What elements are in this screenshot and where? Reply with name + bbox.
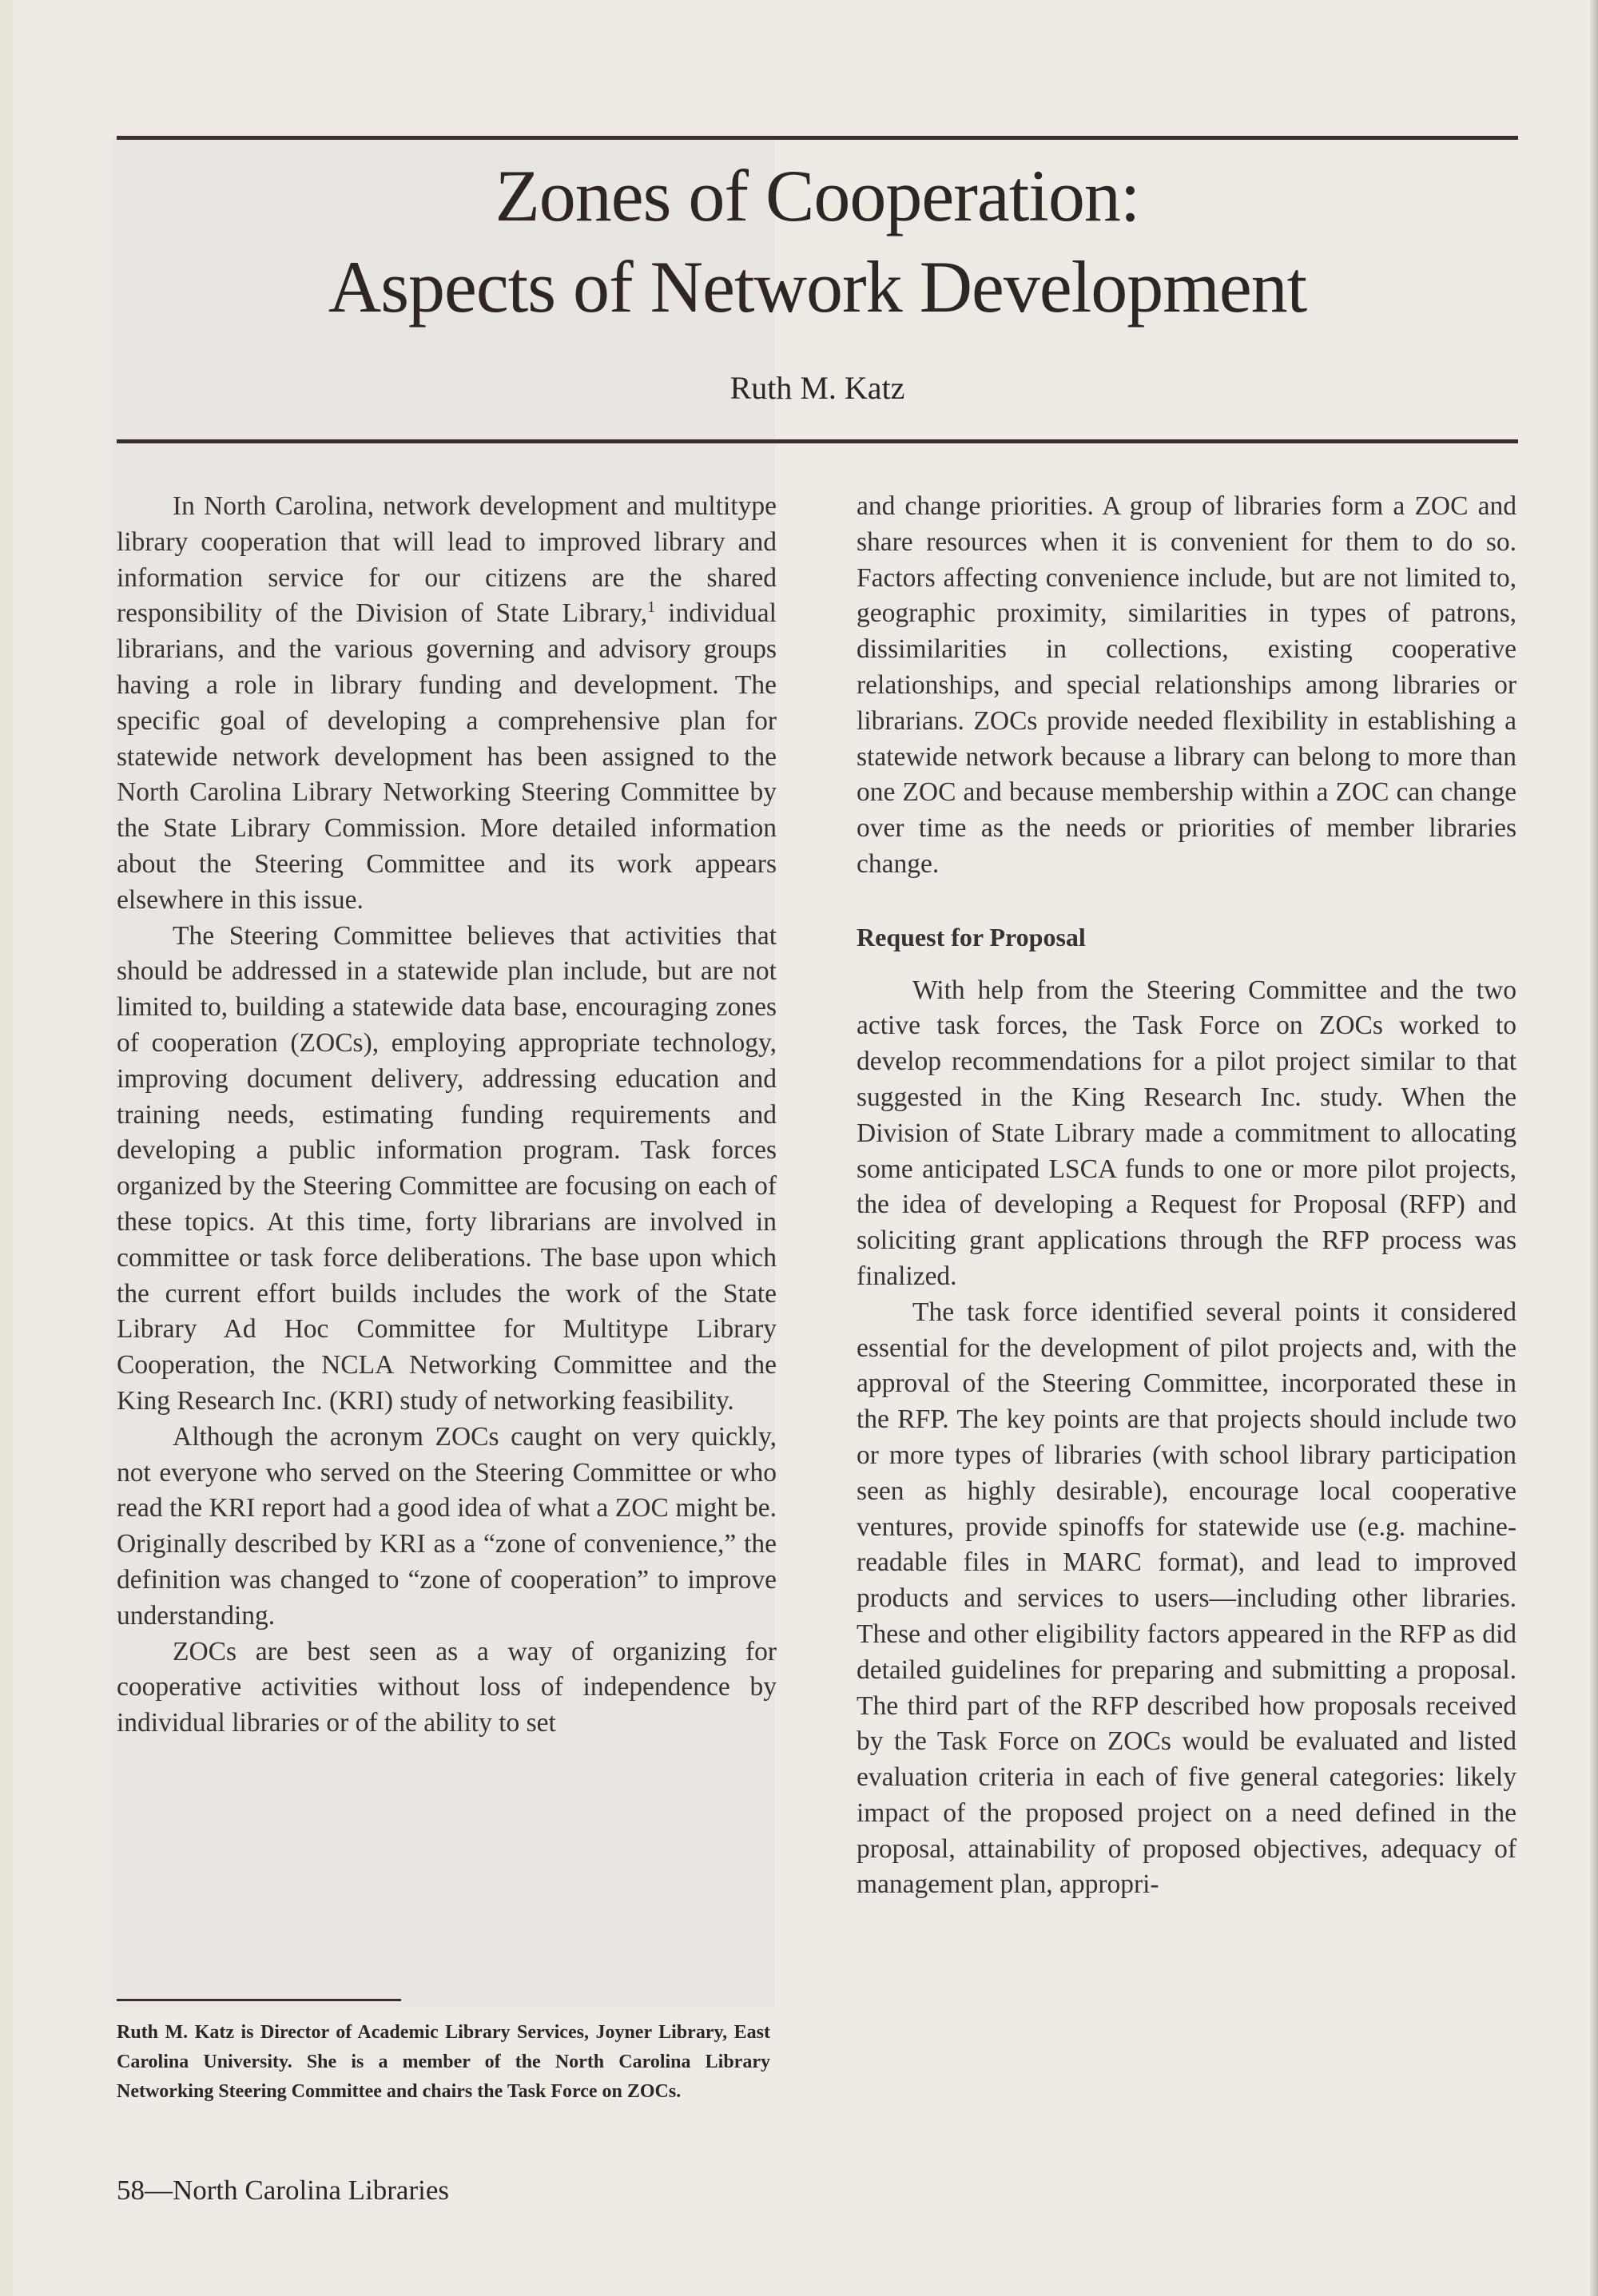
paragraph: Although the acronym ZOCs caught on very quickly, not everyone who served on the Steering Committee or who read the KRI report had a good idea of what a ZOC might be. Originally described by KRI as a “zone of convenience,” the definition was changed to “zone of cooperation” to improve understanding.: [117, 1421, 777, 1631]
article-title: [117, 150, 1518, 332]
page-folio: 58—North Carolina Libraries: [117, 2175, 450, 2206]
title-line-2: Aspects of Network Development: [328, 246, 1307, 328]
paper-edge: [0, 0, 12, 2296]
paragraph: ZOCs are best seen as a way of organizing for cooperative activities without loss of independence by individual libraries or of the ability to set: [117, 1636, 777, 1738]
left-column: [117, 489, 777, 1742]
paragraph: With help from the Steering Committee and the two active task forces, the Task Force on ZOCs worked to develop recommendations for a pilot project similar to that suggested in the King Research Inc. study. When the Division of State Library made a commitment to allocating some anticipated LSCA funds to one or more pilot projects, the idea of developing a Request for Proposal (RFP) and soliciting grant applications through the RFP process was finalized.: [857, 975, 1517, 1291]
footnote-marker: 1: [647, 598, 656, 617]
author-byline: Ruth M. Katz: [729, 370, 905, 406]
paragraph-continued: and change priorities. A group of libraries form a ZOC and share resources when it is convenient for them to do so. Factors affecting convenience include, but are not limited to, geographic proximity, similarities in types of patrons, dissimilarities in collections, existing cooperative relationships, and special relationships among libraries or librarians. ZOCs provide needed flexibility in establishing a statewide network because a library can belong to more than one ZOC and because membership within a ZOC can change over time as the needs or priorities of member libraries change.: [857, 491, 1517, 879]
title-bottom-rule: [117, 439, 1518, 443]
title-top-rule: [117, 136, 1518, 140]
title-line-1: Zones of Cooperation:: [495, 155, 1140, 236]
footnote-rule: [117, 1999, 401, 2001]
paragraph: The Steering Committee believes that activities that should be addressed in a statewide plan include, but are not limited to, building a statewide data base, encouraging zones of cooperation (ZOCs), employing appropriate technology, improving document delivery, addressing education and training needs, estimating funding requirements and developing a public information program. Task forces organized by the Steering Committee are focusing on each of these topics. At this time, forty librarians are involved in committee or task force deliberations. The base upon which the current effort builds includes the work of the State Library Ad Hoc Committee for Multitype Library Cooperation, the NCLA Networking Committee and the King Research Inc. (KRI) study of networking feasibility.: [117, 920, 777, 1416]
paragraph: In North Carolina, network development and multitype library cooperation that will lead to improved library and information service for our citizens are the shared responsibility of the Division of State Library,$^1$ individual librarians, and the various governing and advisory groups having a role in library funding and development. The specific goal of developing a comprehensive plan for statewide network development has been assigned to the North Carolina Library Networking Steering Committee by the State Library Commission. More detailed information about the Steering Committee and its work appears elsewhere in this issue.: [117, 491, 777, 915]
page-gutter-shadow: [1590, 0, 1598, 2296]
section-heading: Request for Proposal: [857, 922, 1086, 951]
right-column: [857, 489, 1517, 1903]
author-bio-footnote: Ruth M. Katz is Director of Academic Library Services, Joyner Library, East Carolina University. She is a member of the North Carolina Library Networking Steering Committee and chairs the Task Force on ZOCs.: [117, 2022, 770, 2102]
paragraph: The task force identified several points it considered essential for the development of pilot projects and, with the approval of the Steering Committee, incorporated these in the RFP. The key points are that projects should include two or more types of libraries (with school library participation seen as highly desirable), encourage local cooperative ventures, provide spinoffs for statewide use (e.g. machine-readable files in MARC format), and lead to improved products and services to users—including other libraries. These and other eligibility factors appeared in the RFP as did detailed guidelines for preparing and submitting a proposal. The third part of the RFP described how proposals received by the Task Force on ZOCs would be evaluated and listed evaluation criteria in each of five general categories: likely impact of the proposed project on a need defined in the proposal, attainability of proposed objectives, adequacy of management plan, appropri-: [857, 1297, 1517, 1900]
